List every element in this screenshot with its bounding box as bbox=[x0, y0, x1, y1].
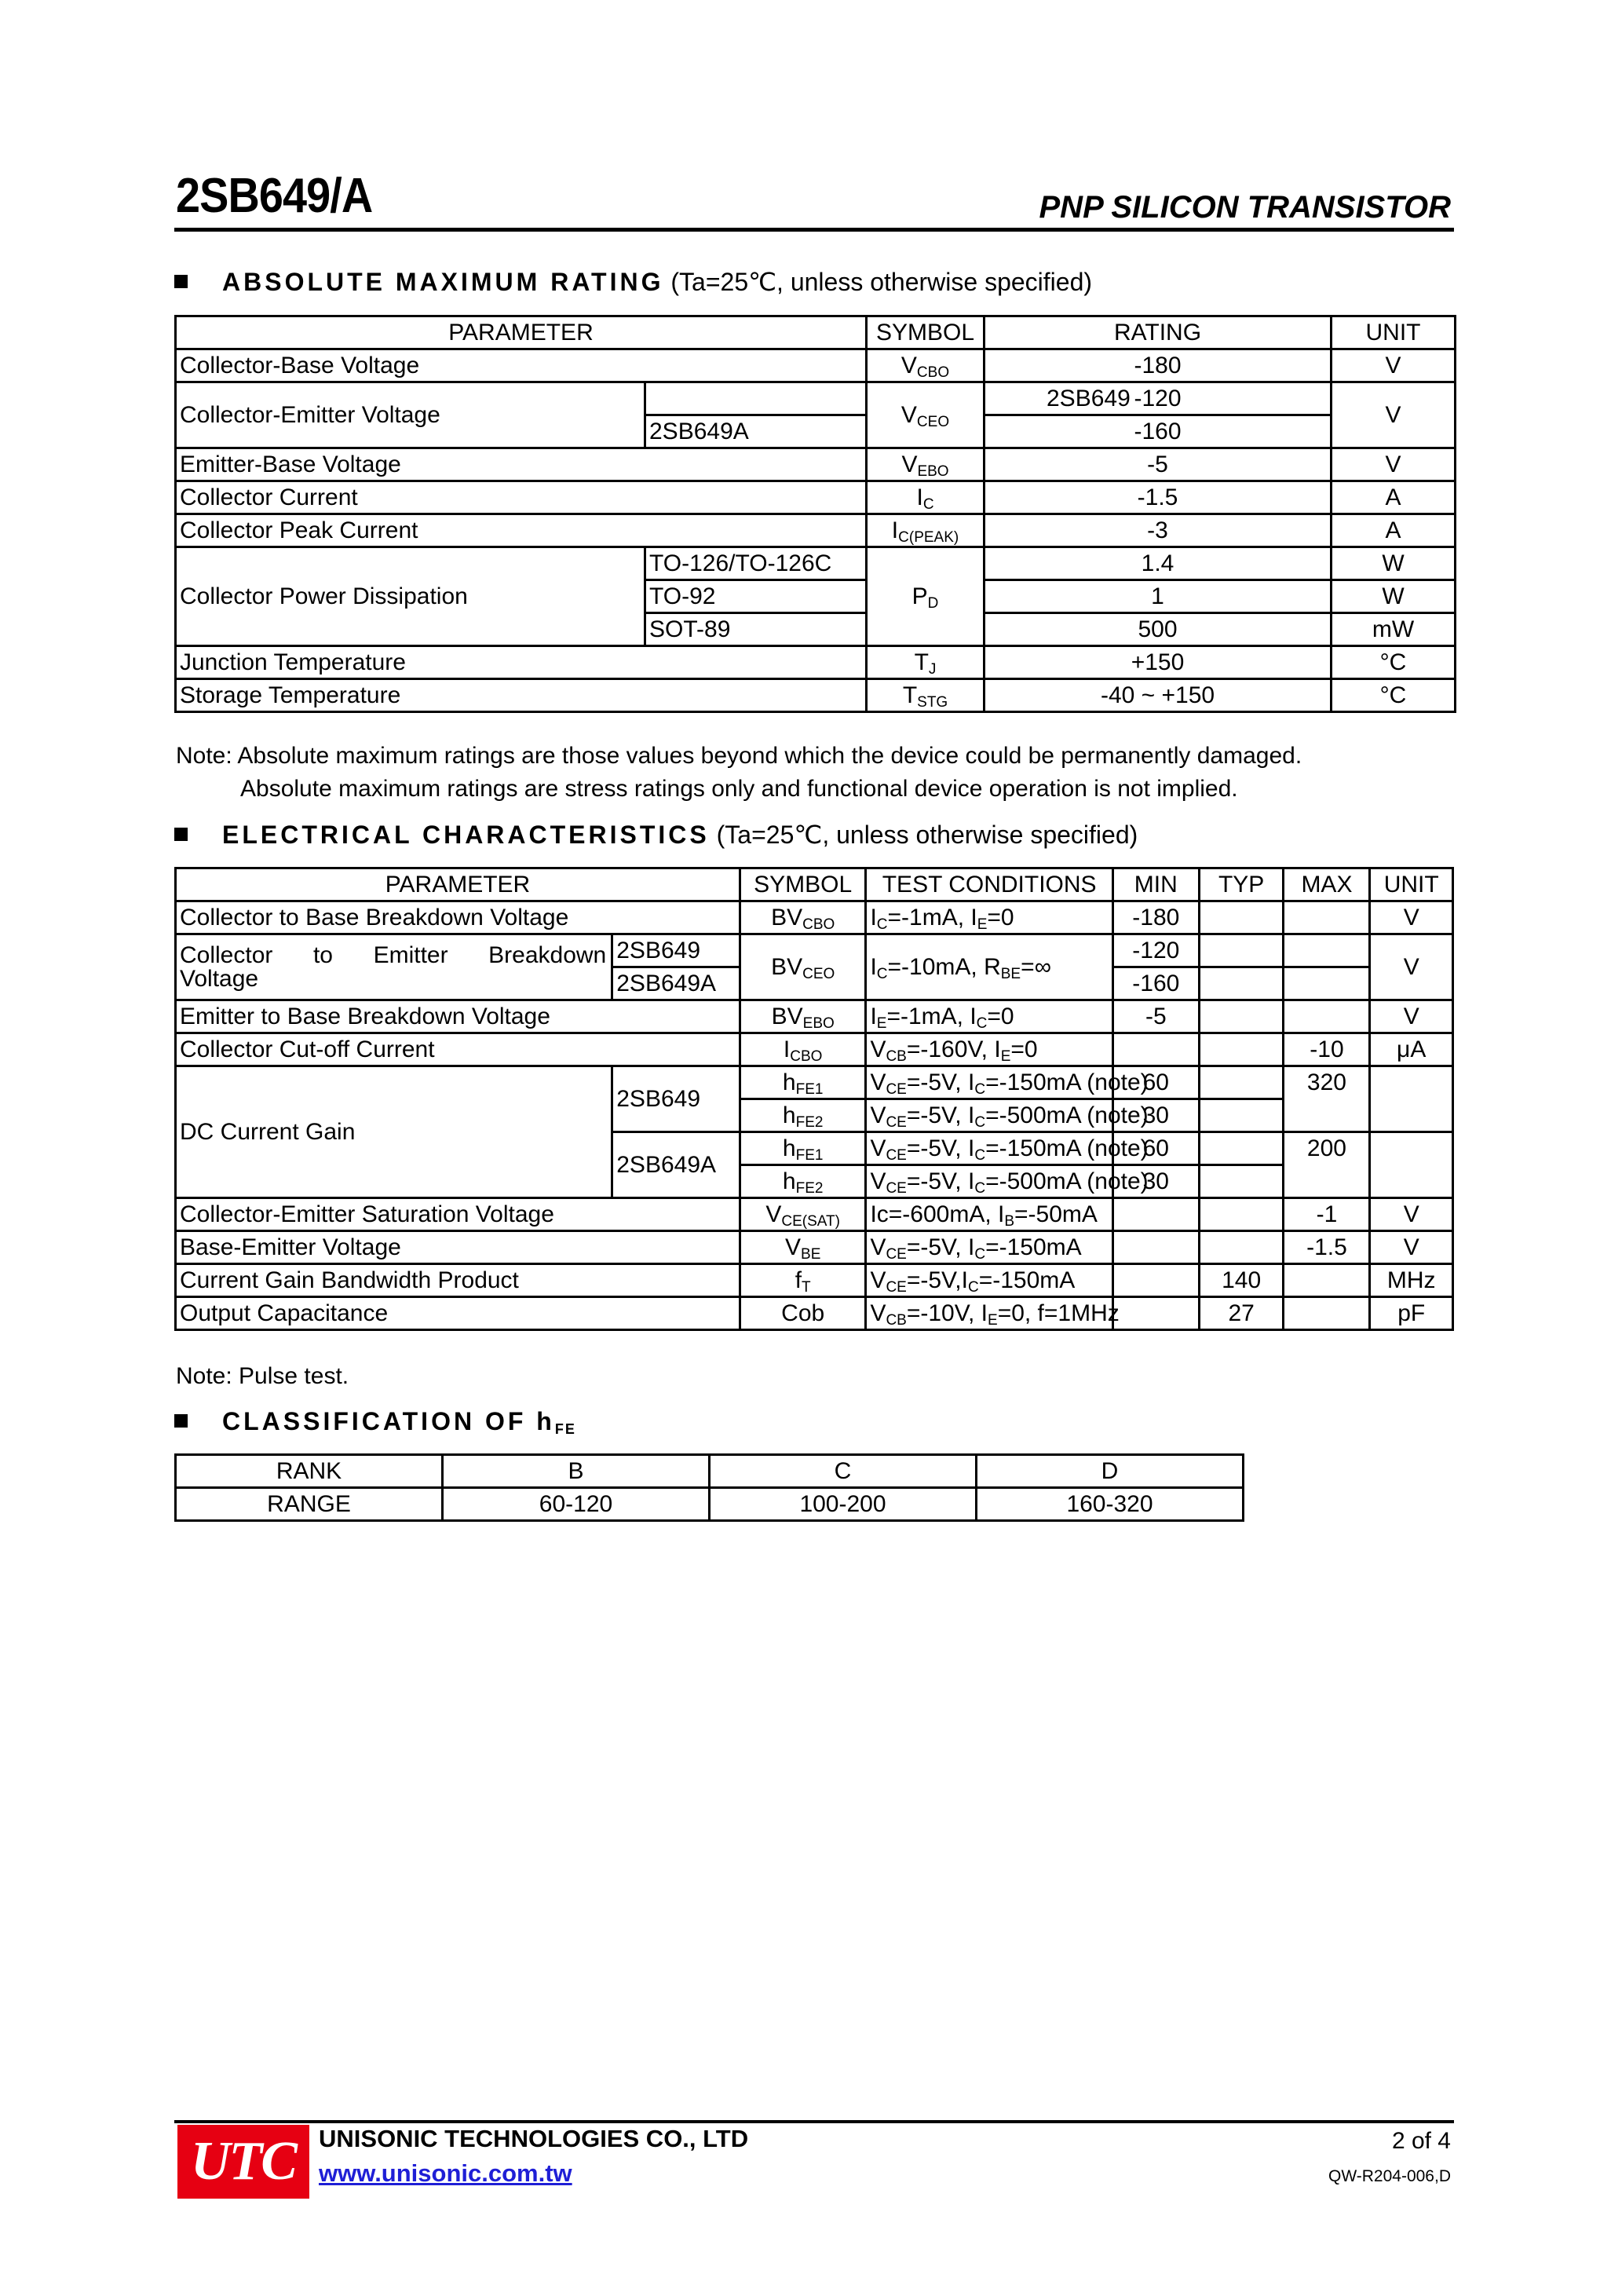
header-unit: UNIT bbox=[1332, 316, 1456, 349]
rank-cell: B bbox=[443, 1455, 710, 1488]
variant-cell: 2SB649 bbox=[612, 934, 740, 967]
unit-cell: W bbox=[1332, 580, 1456, 613]
typ-cell bbox=[1199, 1231, 1284, 1264]
abs-max-note-1: Note: Absolute maximum ratings are those values beyond which the device could be permanently damaged. bbox=[176, 743, 1302, 769]
min-cell bbox=[1112, 1231, 1199, 1264]
symbol-cell: $V_{BE}$ bbox=[740, 1231, 866, 1264]
unit-cell: V bbox=[1332, 448, 1456, 481]
max-cell: 200 bbox=[1284, 1132, 1370, 1165]
symbol-cell: $h_{FE2}$ bbox=[740, 1099, 866, 1132]
abs-max-table bbox=[174, 315, 1456, 713]
param-line: Collector to Emitter Breakdown bbox=[180, 941, 607, 968]
elec-heading bbox=[174, 820, 1138, 850]
abs-max-note-2: Absolute maximum ratings are stress ratings only and functional device operation is not implied. bbox=[240, 776, 1238, 802]
typ-cell bbox=[1199, 901, 1284, 934]
min-cell: 60 bbox=[1112, 1132, 1199, 1165]
table-row bbox=[176, 1000, 1453, 1033]
max-cell bbox=[1284, 1165, 1370, 1198]
max-cell: -1 bbox=[1284, 1198, 1370, 1231]
test-cell: $V_{CE}=-5V$, $I_C=-150mA$ (note) bbox=[866, 1132, 1112, 1165]
rank-label-cell: RANK bbox=[176, 1455, 443, 1488]
param-cell: Current Gain Bandwidth Product bbox=[176, 1264, 740, 1297]
param-cell: Output Capacitance bbox=[176, 1297, 740, 1330]
min-cell: -160 bbox=[1112, 967, 1199, 1000]
classification-title: CLASSIFICATION OF h bbox=[222, 1407, 555, 1435]
max-cell: 320 bbox=[1284, 1066, 1370, 1099]
unit-cell: V bbox=[1332, 382, 1456, 448]
min-cell bbox=[1112, 1264, 1199, 1297]
param-cell: Collector-Base Voltage bbox=[176, 349, 867, 382]
max-cell bbox=[1284, 1000, 1370, 1033]
min-cell: 30 bbox=[1112, 1165, 1199, 1198]
symbol-cell: $V_{CBO}$ bbox=[867, 349, 985, 382]
variant-cell: 2SB649A bbox=[612, 967, 740, 1000]
classification-heading bbox=[174, 1407, 576, 1436]
param-line: Voltage bbox=[180, 965, 259, 992]
param-cell: Storage Temperature bbox=[176, 679, 867, 712]
table-row bbox=[176, 901, 1453, 934]
min-cell: -180 bbox=[1112, 901, 1199, 934]
header-parameter: PARAMETER bbox=[176, 316, 867, 349]
table-row bbox=[176, 646, 1456, 679]
range-cell: 100-200 bbox=[710, 1488, 977, 1521]
range-label-cell: RANGE bbox=[176, 1488, 443, 1521]
document-reference: QW-R204-006,D bbox=[1328, 2167, 1451, 2185]
unit-cell: MHz bbox=[1370, 1264, 1453, 1297]
rating-cell: -120 bbox=[985, 382, 1332, 415]
table-row bbox=[176, 1198, 1453, 1231]
variant-cell: 2SB649 bbox=[645, 382, 867, 415]
elec-title: ELECTRICAL CHARACTERISTICS bbox=[222, 821, 710, 849]
unit-cell: μA bbox=[1370, 1033, 1453, 1066]
abs-max-title: ABSOLUTE MAXIMUM RATING bbox=[222, 268, 664, 296]
symbol-cell: $T_J$ bbox=[867, 646, 985, 679]
unit-cell: V bbox=[1370, 901, 1453, 934]
typ-cell bbox=[1199, 1033, 1284, 1066]
website-link[interactable]: www.unisonic.com.tw bbox=[319, 2159, 572, 2187]
param-cell: Collector-Emitter Saturation Voltage bbox=[176, 1198, 740, 1231]
table-header-row bbox=[176, 316, 1456, 349]
symbol-cell: $V_{EBO}$ bbox=[867, 448, 985, 481]
product-type: PNP SILICON TRANSISTOR bbox=[1039, 190, 1451, 225]
range-cell: 160-320 bbox=[977, 1488, 1244, 1521]
table-row bbox=[176, 382, 1456, 415]
max-cell: -10 bbox=[1284, 1033, 1370, 1066]
unit-cell bbox=[1370, 1132, 1453, 1198]
rating-cell: -40 ~ +150 bbox=[985, 679, 1332, 712]
test-cell: $I_C=-10mA$, $R_{BE}=\infty$ bbox=[866, 934, 1112, 1000]
table-row bbox=[176, 1066, 1453, 1099]
unit-cell: pF bbox=[1370, 1297, 1453, 1330]
unit-cell: A bbox=[1332, 481, 1456, 514]
header-parameter: PARAMETER bbox=[176, 868, 740, 901]
symbol-cell: $h_{FE2}$ bbox=[740, 1165, 866, 1198]
test-cell: $V_{CE}=-5V$, $I_C=-500mA$ (note) bbox=[866, 1165, 1112, 1198]
symbol-cell: $BV_{EBO}$ bbox=[740, 1000, 866, 1033]
range-cell: 60-120 bbox=[443, 1488, 710, 1521]
test-cell: $V_{CE}=-5V$, $I_C=-150mA$ (note) bbox=[866, 1066, 1112, 1099]
table-row bbox=[176, 679, 1456, 712]
unit-cell: V bbox=[1370, 934, 1453, 1000]
test-cell: $I_E=-1mA$, $I_C=0$ bbox=[866, 1000, 1112, 1033]
unit-cell: V bbox=[1370, 1000, 1453, 1033]
test-cell: $I_C=-1mA$, $I_E=0$ bbox=[866, 901, 1112, 934]
symbol-cell: $V_{CEO}$ bbox=[867, 382, 985, 448]
max-cell bbox=[1284, 1264, 1370, 1297]
header-min: MIN bbox=[1112, 868, 1199, 901]
table-row bbox=[176, 1488, 1244, 1521]
variant-cell: 2SB649 bbox=[612, 1066, 740, 1132]
header-symbol: SYMBOL bbox=[867, 316, 985, 349]
header-max: MAX bbox=[1284, 868, 1370, 901]
symbol-cell: $T_{STG}$ bbox=[867, 679, 985, 712]
table-row bbox=[176, 514, 1456, 547]
symbol-cell: $I_C$ bbox=[867, 481, 985, 514]
max-cell bbox=[1284, 1099, 1370, 1132]
table-row bbox=[176, 349, 1456, 382]
table-header-row bbox=[176, 868, 1453, 901]
rating-cell: -180 bbox=[985, 349, 1332, 382]
param-cell: Base-Emitter Voltage bbox=[176, 1231, 740, 1264]
test-cell: Ic=-600mA, $I_B=-50mA$ bbox=[866, 1198, 1112, 1231]
unit-cell: A bbox=[1332, 514, 1456, 547]
rating-cell: -3 bbox=[985, 514, 1332, 547]
table-row bbox=[176, 1264, 1453, 1297]
rank-cell: D bbox=[977, 1455, 1244, 1488]
symbol-cell: $f_T$ bbox=[740, 1264, 866, 1297]
utc-logo-text: UTC bbox=[191, 2131, 296, 2192]
param-cell: Collector-Emitter Voltage bbox=[176, 382, 645, 448]
header-typ: TYP bbox=[1199, 868, 1284, 901]
header-test-conditions: TEST CONDITIONS bbox=[866, 868, 1112, 901]
rating-cell: 1.4 bbox=[985, 547, 1332, 580]
package-cell: SOT-89 bbox=[645, 613, 867, 646]
typ-cell bbox=[1199, 1132, 1284, 1165]
symbol-cell: $h_{FE1}$ bbox=[740, 1132, 866, 1165]
min-cell bbox=[1112, 1198, 1199, 1231]
min-cell: -5 bbox=[1112, 1000, 1199, 1033]
symbol-cell: $V_{CE(SAT)}$ bbox=[740, 1198, 866, 1231]
unit-cell: mW bbox=[1332, 613, 1456, 646]
max-cell bbox=[1284, 934, 1370, 967]
param-cell bbox=[176, 934, 612, 1000]
header-unit: UNIT bbox=[1370, 868, 1453, 901]
symbol-cell: $BV_{CBO}$ bbox=[740, 901, 866, 934]
bullet-square-icon bbox=[174, 275, 188, 288]
table-row bbox=[176, 481, 1456, 514]
max-cell: -1.5 bbox=[1284, 1231, 1370, 1264]
param-cell: DC Current Gain bbox=[176, 1066, 612, 1198]
typ-cell bbox=[1199, 934, 1284, 967]
test-cell: $V_{CE}=-5V$, $I_C=-500mA$ (note) bbox=[866, 1099, 1112, 1132]
max-cell bbox=[1284, 901, 1370, 934]
elec-note: Note: Pulse test. bbox=[176, 1363, 349, 1389]
bullet-square-icon bbox=[174, 1414, 188, 1428]
param-cell: Collector Cut-off Current bbox=[176, 1033, 740, 1066]
test-cell: $V_{CE}=-5V,I_C=-150mA$ bbox=[866, 1264, 1112, 1297]
table-row bbox=[176, 1033, 1453, 1066]
typ-cell bbox=[1199, 1198, 1284, 1231]
rating-cell: -5 bbox=[985, 448, 1332, 481]
unit-cell: W bbox=[1332, 547, 1456, 580]
unit-cell: °C bbox=[1332, 679, 1456, 712]
symbol-cell: Cob bbox=[740, 1297, 866, 1330]
package-cell: TO-92 bbox=[645, 580, 867, 613]
min-cell bbox=[1112, 1033, 1199, 1066]
rating-cell: 500 bbox=[985, 613, 1332, 646]
max-cell bbox=[1284, 1297, 1370, 1330]
rank-cell: C bbox=[710, 1455, 977, 1488]
typ-cell bbox=[1199, 967, 1284, 1000]
typ-cell bbox=[1199, 1066, 1284, 1099]
rating-cell: -1.5 bbox=[985, 481, 1332, 514]
min-cell bbox=[1112, 1297, 1199, 1330]
param-cell: Junction Temperature bbox=[176, 646, 867, 679]
footer-rule bbox=[174, 2120, 1454, 2123]
header-rule bbox=[174, 228, 1454, 232]
symbol-cell: $BV_{CEO}$ bbox=[740, 934, 866, 1000]
rating-cell: 1 bbox=[985, 580, 1332, 613]
typ-cell bbox=[1199, 1165, 1284, 1198]
table-row bbox=[176, 547, 1456, 580]
variant-cell: 2SB649A bbox=[612, 1132, 740, 1198]
bullet-square-icon bbox=[174, 828, 188, 841]
package-cell: TO-126/TO-126C bbox=[645, 547, 867, 580]
part-number: 2SB649/A bbox=[176, 169, 373, 223]
header-symbol: SYMBOL bbox=[740, 868, 866, 901]
unit-cell: V bbox=[1370, 1198, 1453, 1231]
max-cell bbox=[1284, 967, 1370, 1000]
unit-cell bbox=[1370, 1066, 1453, 1132]
rating-cell: +150 bbox=[985, 646, 1332, 679]
typ-cell: 27 bbox=[1199, 1297, 1284, 1330]
param-cell: Collector to Base Breakdown Voltage bbox=[176, 901, 740, 934]
param-cell: Collector Peak Current bbox=[176, 514, 867, 547]
param-cell: Emitter to Base Breakdown Voltage bbox=[176, 1000, 740, 1033]
unit-cell: V bbox=[1370, 1231, 1453, 1264]
page-number: 2 of 4 bbox=[1391, 2128, 1451, 2154]
abs-max-heading bbox=[174, 267, 1092, 297]
typ-cell: 140 bbox=[1199, 1264, 1284, 1297]
test-cell: $V_{CB}=-10V$, $I_E=0$, f=1MHz bbox=[866, 1297, 1112, 1330]
test-cell: $V_{CE}=-5V$, $I_C=-150mA$ bbox=[866, 1231, 1112, 1264]
min-cell: 30 bbox=[1112, 1099, 1199, 1132]
classification-table bbox=[174, 1453, 1244, 1522]
min-cell: 60 bbox=[1112, 1066, 1199, 1099]
min-cell: -120 bbox=[1112, 934, 1199, 967]
table-row bbox=[176, 1231, 1453, 1264]
param-cell: Collector Current bbox=[176, 481, 867, 514]
company-name: UNISONIC TECHNOLOGIES CO., LTD bbox=[319, 2125, 749, 2152]
table-row bbox=[176, 1455, 1244, 1488]
symbol-cell: $I_{C(PEAK)}$ bbox=[867, 514, 985, 547]
unit-cell: °C bbox=[1332, 646, 1456, 679]
table-row bbox=[176, 448, 1456, 481]
abs-max-condition: (Ta=25℃, unless otherwise specified) bbox=[670, 268, 1093, 296]
symbol-cell: $h_{FE1}$ bbox=[740, 1066, 866, 1099]
typ-cell bbox=[1199, 1099, 1284, 1132]
unit-cell: V bbox=[1332, 349, 1456, 382]
electrical-table bbox=[174, 867, 1454, 1331]
table-row bbox=[176, 934, 1453, 967]
rating-cell: -160 bbox=[985, 415, 1332, 448]
param-cell: Emitter-Base Voltage bbox=[176, 448, 867, 481]
param-cell: Collector Power Dissipation bbox=[176, 547, 645, 646]
classification-title-sub: FE bbox=[554, 1421, 576, 1437]
table-row bbox=[176, 1297, 1453, 1330]
test-cell: $V_{CB}=-160V$, $I_E=0$ bbox=[866, 1033, 1112, 1066]
variant-cell: 2SB649A bbox=[645, 415, 867, 448]
symbol-cell: $P_D$ bbox=[867, 547, 985, 646]
header-rating: RATING bbox=[985, 316, 1332, 349]
elec-condition: (Ta=25℃, unless otherwise specified) bbox=[716, 821, 1138, 849]
typ-cell bbox=[1199, 1000, 1284, 1033]
symbol-cell: $I_{CBO}$ bbox=[740, 1033, 866, 1066]
